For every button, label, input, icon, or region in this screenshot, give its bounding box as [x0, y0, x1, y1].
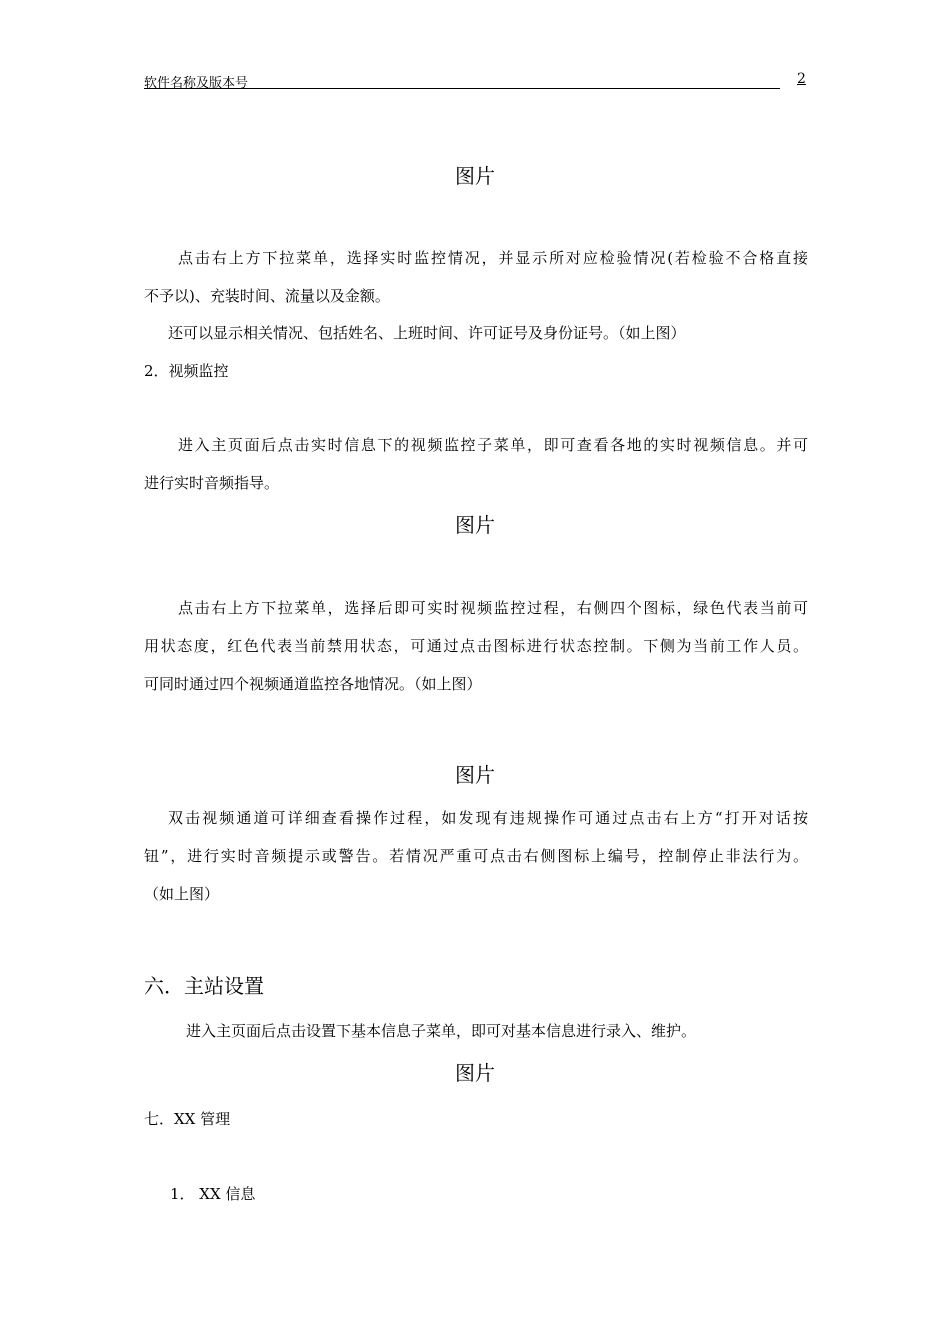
figure-caption-2: 图片	[455, 513, 495, 537]
paragraph-related-info	[144, 314, 808, 352]
heading-section-7: 七．XX 管理	[144, 1110, 231, 1128]
heading-section-6: 六．主站设置	[144, 974, 264, 998]
figure-caption-1: 图片	[455, 164, 495, 188]
paragraph-line: 进行实时音频指导。	[144, 474, 280, 492]
paragraph-line: （如上图）	[144, 885, 220, 903]
paragraph-settings	[144, 1012, 808, 1050]
paragraph-line: 点击右上方下拉菜单，选择实时监控情况，并显示所对应检验情况(若检验不合格直接	[178, 249, 808, 267]
paragraph-line: 可同时通过四个视频通道监控各地情况。（如上图）	[144, 675, 482, 693]
paragraph-line: 还可以显示相关情况、包括姓名、上班时间、许可证号及身份证号。（如上图）	[168, 324, 686, 342]
header-rule	[144, 88, 780, 89]
paragraph-line: 钮”，进行实时音频提示或警告。若情况严重可点击右侧图标上编号，控制停止非法行为。	[144, 847, 808, 865]
header-title: 软件名称及版本号	[144, 76, 249, 91]
paragraph-line: 用状态度，红色代表当前禁用状态，可通过点击图标进行状态控制。下侧为当前工作人员。	[144, 637, 808, 655]
heading-video-monitor: 2．视频监控	[144, 362, 229, 380]
paragraph-video-intro	[144, 426, 808, 502]
paragraph-video-detail	[144, 799, 808, 913]
paragraph-line: 点击右上方下拉菜单，选择后即可实时视频监控过程，右侧四个图标，绿色代表当前可	[178, 599, 808, 617]
figure-caption-4: 图片	[455, 1061, 495, 1085]
page-number: 2	[797, 71, 806, 87]
paragraph-line: 进入主页面后点击设置下基本信息子菜单，即可对基本信息进行录入、维护。	[186, 1022, 697, 1040]
figure-caption-3: 图片	[455, 763, 495, 787]
paragraph-video-control	[144, 589, 808, 703]
paragraph-realtime-monitor	[144, 239, 808, 315]
heading-subsection-1: 1． XX 信息	[170, 1185, 256, 1203]
paragraph-line: 不予以)、充装时间、流量以及金额。	[144, 287, 390, 305]
paragraph-line: 双击视频通道可详细查看操作过程，如发现有违规操作可通过点击右上方“打开对话按	[168, 809, 808, 827]
paragraph-line: 进入主页面后点击实时信息下的视频监控子菜单，即可查看各地的实时视频信息。并可	[178, 436, 808, 454]
